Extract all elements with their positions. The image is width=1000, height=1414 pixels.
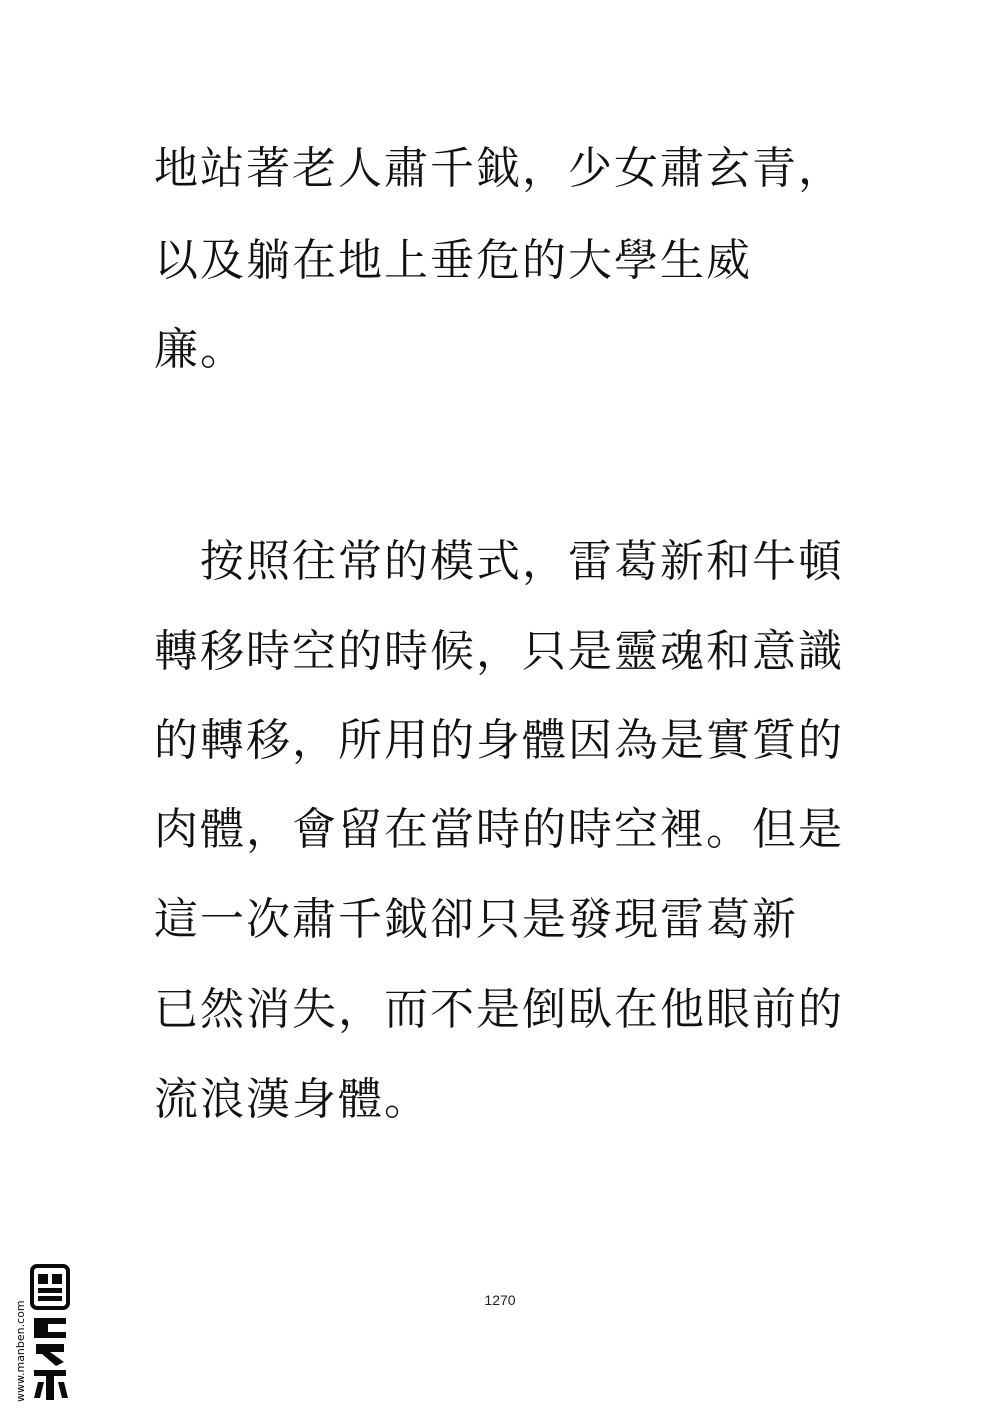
- paragraph-2-line-5: 這一次肅千鉞卻只是發現雷葛新: [154, 894, 798, 945]
- paragraph-2-line-2: 轉移時空的時候，只是靈魂和意識: [154, 626, 844, 677]
- svg-text:www.manben.com: www.manben.com: [14, 1300, 27, 1402]
- paragraph-2-line-3: 的轉移，所用的身體因為是實質的: [154, 715, 844, 766]
- paragraph-2-line-7: 流浪漢身體。: [154, 1074, 430, 1125]
- paragraph-2-line-6: 已然消失，而不是倒臥在他眼前的: [154, 984, 844, 1035]
- paragraph-1-line-1: 地站著老人肅千鉞，少女肅玄青，: [154, 143, 844, 194]
- paragraph-2-line-1: 按照往常的模式，雷葛新和牛頓: [154, 536, 844, 587]
- page-number: 1270: [484, 1292, 516, 1308]
- paragraph-1-line-2: 以及躺在地上垂危的大學生威: [154, 235, 752, 286]
- paragraph-1-line-3: 廉。: [154, 324, 246, 375]
- paragraph-2-line-4: 肉體，會留在當時的時空裡。但是: [154, 804, 844, 855]
- manben-watermark-logo: [10, 1262, 72, 1408]
